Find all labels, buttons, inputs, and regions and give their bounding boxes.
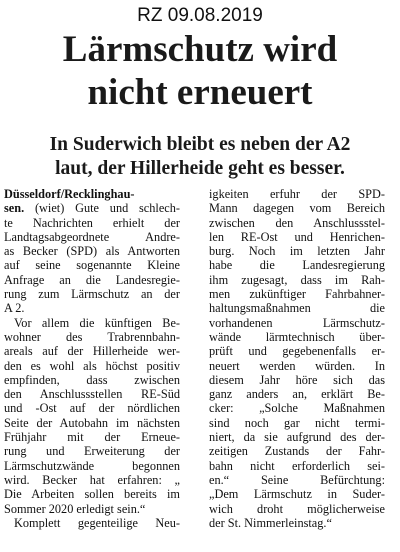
body-line: wände lärmtechnisch über- [209,329,385,344]
body-line: den es wohl als höchst positiv [4,358,180,373]
body-line: niert, da sie aufgrund des der- [209,430,385,445]
body-line: Sommer 2020 erledigt sein.“ [4,501,146,516]
body-line: empfinden, dass zwischen [4,372,180,387]
source-date: RZ 09.08.2019 [137,5,263,26]
body-line: neuert werden würden. In [209,358,385,373]
dateline-line: Düsseldorf/Recklinghau- [4,187,135,201]
body-line: prüft und gegebenenfalls er- [209,344,385,359]
body-line: diesem Jahr höre sich das [209,372,385,387]
body-line: Vor allem die künftigen Be- [14,315,180,330]
body-line: areals auf der Hillerheide wer- [4,344,180,359]
body-line: as Becker (SPD) als Antworten [4,244,180,259]
body-line: haltungsmaßnahmen die [209,301,385,316]
body-line: rung zum Lärmschutz an der [4,287,180,302]
headline-line: Lärmschutz wird [62,29,338,70]
body-line: vorhandenen Lärmschutz- [209,315,385,330]
body-line: men zukünftiger Fahrbahner- [209,287,385,302]
body-line: ganz anders an, erklärt Be- [209,387,385,402]
body-line: zeitigen Zustands der Fahr- [209,444,385,459]
subheadline-line: In Suderwich bleibt es neben der A2 [49,134,351,155]
body-line: A 2. [4,301,25,316]
body-line: Anfrage an die Landesregie- [4,272,180,287]
body-line: Landtagsabgeordnete Andre- [4,229,180,244]
body-line: und -Ost auf der nördlichen [4,401,180,416]
body-line: auf seine sogenannte Kleine [4,258,180,273]
body-line: „Dem Lärmschutz in Suder- [209,487,385,502]
body-line: bahn nicht erforderlich sei- [209,458,385,473]
body-line: en.“ Seine Befürchtung: [209,472,385,487]
subheadline-line: laut, der Hillerheide geht es besser. [55,158,345,179]
body-text: (wiet) Gute und schlech- [24,201,180,216]
body-line: len RE-Ost und Henrichen- [209,229,385,244]
subheadline [0,133,400,181]
headline [0,28,400,114]
body-line: wird. Becker hat erfahren: „ [4,472,180,487]
article-column-right [209,187,385,552]
body-line: te Nachrichten erhielt der [4,215,180,230]
body-line: rung und Erweiterung der [4,444,180,459]
headline-line: nicht erneuert [87,72,313,113]
body-line: zwischen den Anschlussstel- [209,215,385,230]
body-line: wohner des Trabrennbahn- [4,329,180,344]
body-line: ihm zugesagt, dass im Rah- [209,272,385,287]
body-line: den Anschlussstellen RE-Süd [4,387,180,402]
body-line: Die Arbeiten sollen bereits im [4,487,180,502]
body-line: burg. Noch im letzten Jahr [209,244,385,259]
body-line: Frühjahr mit der Erneue- [4,430,180,445]
article-column-left [4,187,180,552]
dateline-end: sen. [4,201,25,216]
body-line: Seite der Autobahn im nächsten [4,415,180,430]
body-line: sind noch gar nicht termi- [209,415,385,430]
body-line: cker: „Solche Maßnahmen [209,401,385,416]
body-line: der St. Nimmerleinstag.“ [209,515,332,530]
body-line: wich droht möglicherweise [209,501,385,516]
body-line: Mann dagegen vom Bereich [209,201,385,216]
body-line: Lärmschutzwände begonnen [4,458,180,473]
body-line: habe die Landesregierung [209,258,385,273]
body-line [4,201,180,215]
body-line: Komplett gegenteilige Neu- [14,515,180,530]
body-line: igkeiten erfuhr der SPD- [209,187,385,201]
